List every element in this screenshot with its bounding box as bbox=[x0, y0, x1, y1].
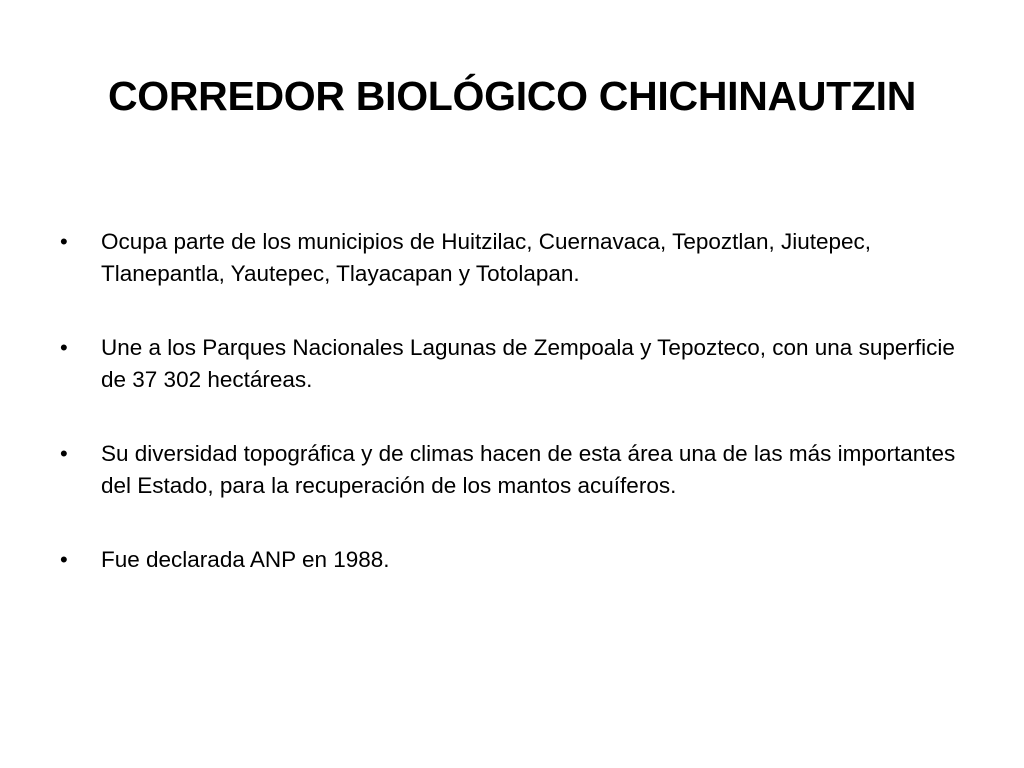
bullet-text: Su diversidad topográfica y de climas hacen de esta área una de las más importantes del Estado, para la recuperación de los mantos acuíferos. bbox=[101, 441, 956, 498]
bullet-list bbox=[60, 226, 960, 618]
bullet-item bbox=[60, 332, 960, 396]
bullet-marker: • bbox=[60, 547, 68, 572]
bullet-item bbox=[60, 438, 960, 502]
bullet-item bbox=[60, 544, 960, 576]
bullet-item bbox=[60, 226, 960, 290]
bullet-marker: • bbox=[60, 441, 68, 466]
bullet-text: Fue declarada ANP en 1988. bbox=[101, 547, 390, 572]
slide-title: CORREDOR BIOLÓGICO CHICHINAUTZIN bbox=[107, 73, 917, 119]
bullet-marker: • bbox=[60, 335, 68, 360]
bullet-text: Une a los Parques Nacionales Lagunas de Zempoala y Tepozteco, con una superficie de 37 302 hectáreas. bbox=[101, 335, 955, 392]
bullet-text: Ocupa parte de los municipios de Huitzilac, Cuernavaca, Tepoztlan, Jiutepec, Tlanepantla, Yautepec, Tlayacapan y Totolapan. bbox=[101, 229, 872, 286]
bullet-marker: • bbox=[60, 229, 68, 254]
